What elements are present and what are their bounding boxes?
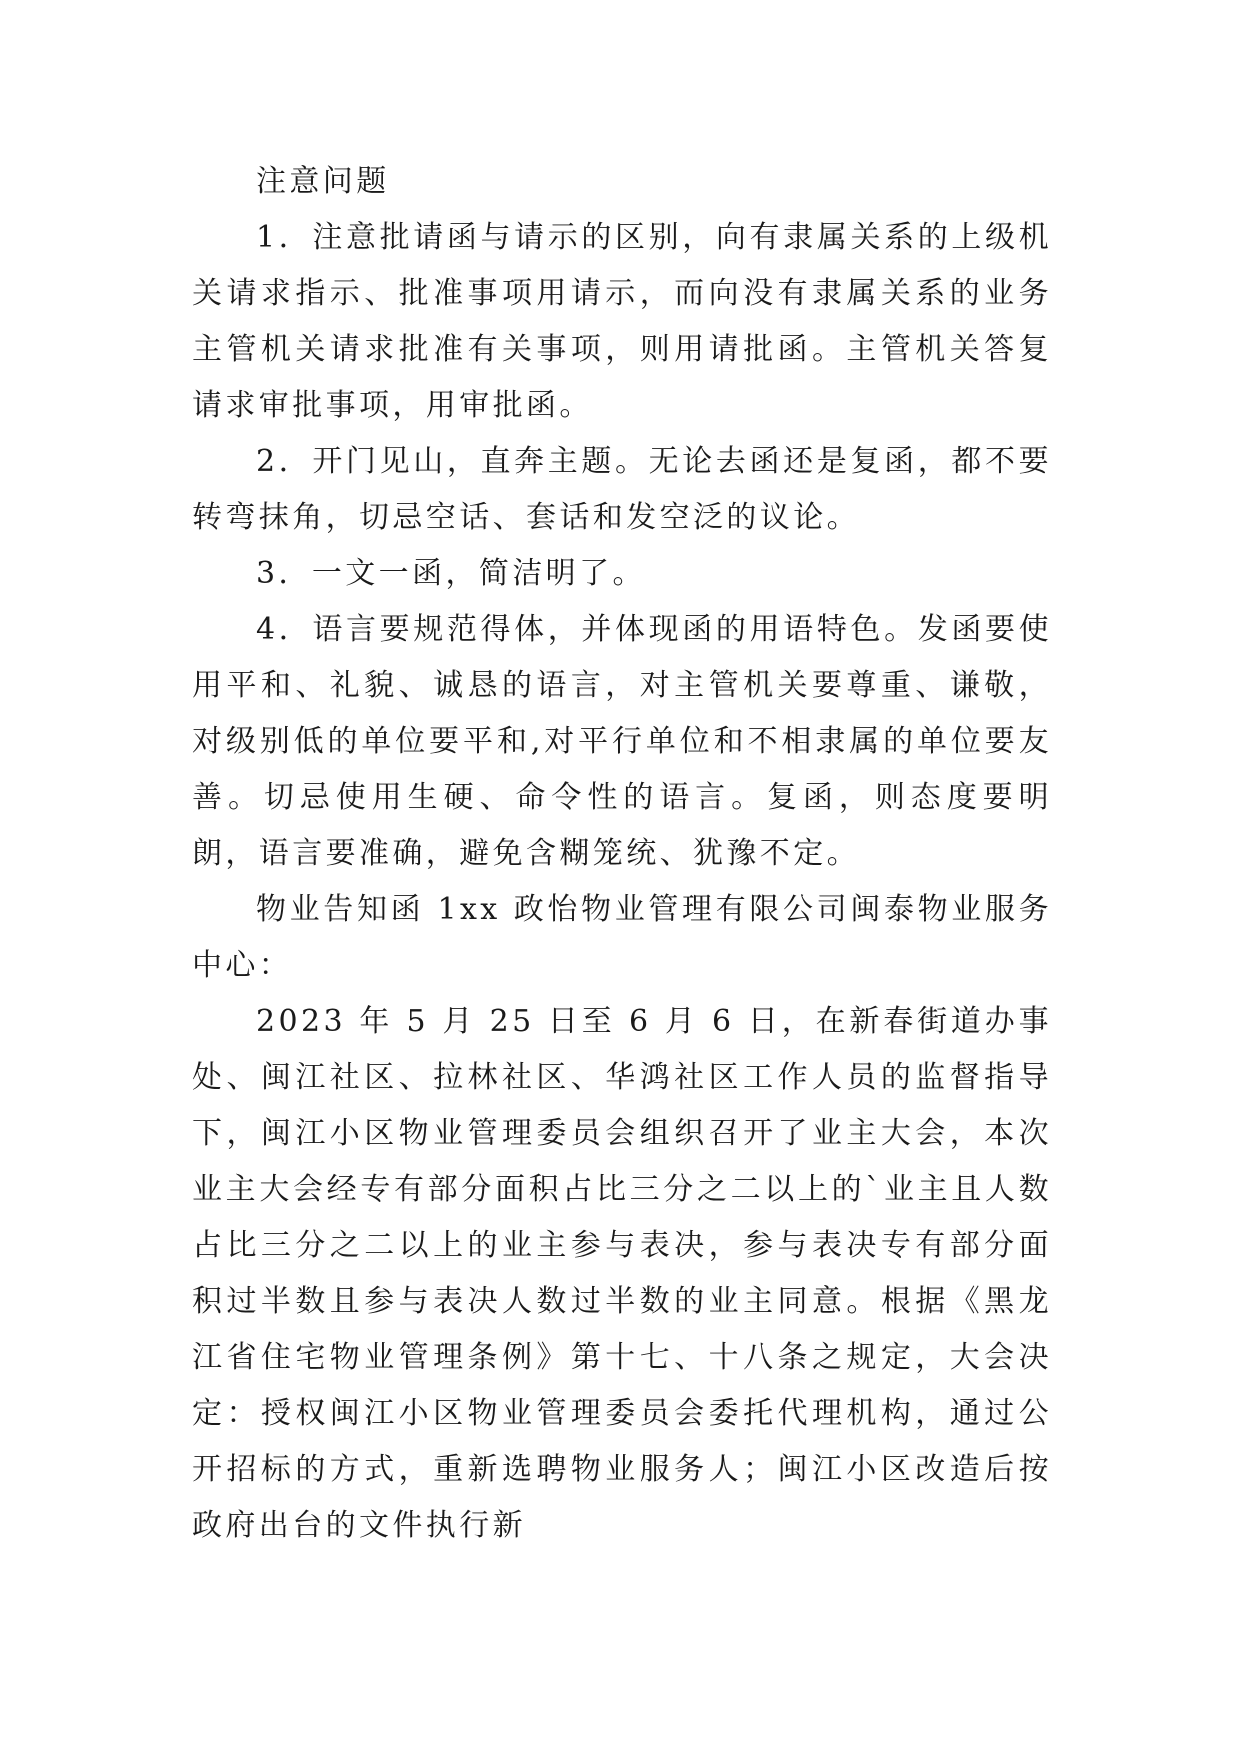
section-heading: 注意问题 (256, 164, 390, 199)
paragraph-1: 1．注意批请函与请示的区别，向有隶属关系的上级机关请求指示、批准事项用请示，而向没有隶属关系的业务主管机关请求批准有关事项，则用请批函。主管机关答复请求审批事项，用审批函。 (192, 220, 1052, 423)
paragraph-4: 4．语言要规范得体，并体现函的用语特色。发函要使用平和、礼貌、诚恳的语言，对主管机关要尊重、谦敬，对级别低的单位要平和,对平行单位和不相隶属的单位要友善。切忌使用生硬、命令性的语言。复函，则态度要明朗，语言要准确，避免含糊笼统、犹豫不定。 (192, 612, 1052, 871)
paragraph-3: 3．一文一函，简洁明了。 (256, 556, 646, 591)
notice-body: 2023 年 5 月 25 日至 6 月 6 日，在新春街道办事处、闽江社区、拉林社区、华鸿社区工作人员的监督指导下，闽江小区物业管理委员会组织召开了业主大会，本次业主大会经专有部分面积占比三分之二以上的`业主且人数占比三分之二以上的业主参与表决，参与表决专有部分面积过半数且参与表决人数过半数的业主同意。根据《黑龙江省住宅物业管理条例》第十七、十八条之规定，大会决定：授权闽江小区物业管理委员会委托代理机构，通过公开招标的方式，重新选聘物业服务人；闽江小区改造后按政府出台的文件执行新 (192, 1004, 1052, 1543)
paragraph-2: 2．开门见山，直奔主题。无论去函还是复函，都不要转弯抹角，切忌空话、套话和发空泛的议论。 (192, 444, 1052, 535)
notice-salutation: 物业告知函 1xx 政怡物业管理有限公司闽泰物业服务中心： (192, 892, 1052, 983)
document-page (192, 154, 1052, 1554)
